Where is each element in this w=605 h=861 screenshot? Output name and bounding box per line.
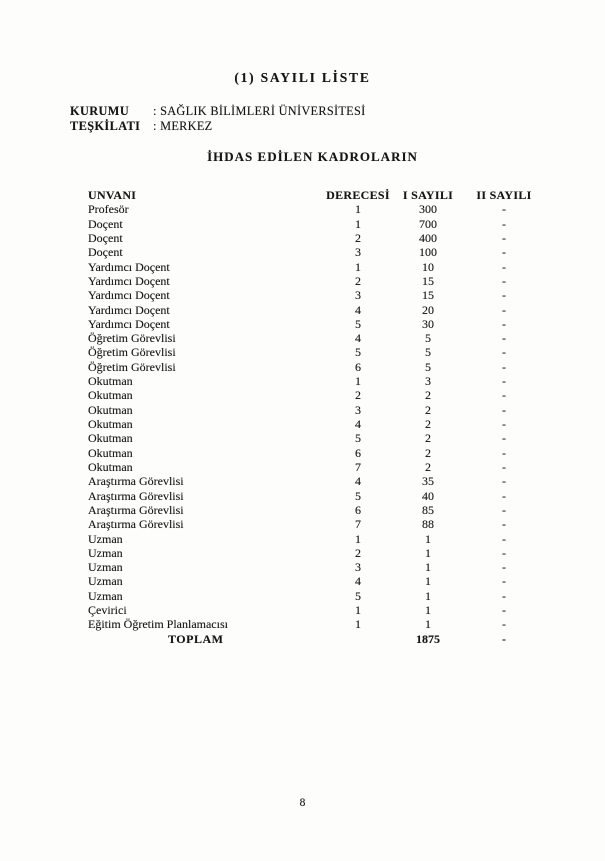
cell-derecesi: 6	[355, 502, 361, 517]
cell-i-sayili: 2	[425, 402, 431, 417]
cell-i-sayili: 400	[419, 230, 437, 245]
cell-ii-sayili: -	[502, 288, 506, 303]
cell-derecesi: 1	[355, 216, 361, 231]
cell-unvani: Okutman	[88, 388, 133, 403]
table-row	[88, 331, 548, 345]
cell-i-sayili: 3	[425, 374, 431, 389]
cell-i-sayili: 1	[425, 588, 431, 603]
cell-i-sayili: 700	[419, 216, 437, 231]
cell-derecesi: 3	[355, 245, 361, 260]
cell-derecesi: 4	[355, 302, 361, 317]
table-body	[88, 202, 548, 631]
total-row	[88, 632, 548, 646]
table-row	[88, 260, 548, 274]
table-row	[88, 446, 548, 460]
header-i-sayili: I SAYILI	[402, 188, 454, 202]
cell-unvani: Okutman	[88, 417, 133, 431]
table-row	[88, 503, 548, 517]
cell-i-sayili: 5	[425, 359, 431, 374]
table-row	[88, 589, 548, 603]
cell-derecesi: 5	[355, 488, 361, 503]
cell-i-sayili: 1	[425, 545, 431, 560]
cell-unvani: Doçent	[88, 230, 123, 245]
cell-i-sayili: 1	[425, 603, 431, 618]
cell-derecesi: 2	[355, 230, 361, 245]
total-derecesi	[320, 632, 396, 646]
table-row	[88, 403, 548, 417]
cell-ii-sayili: -	[502, 402, 506, 417]
table-row	[88, 202, 548, 216]
cell-derecesi: 1	[355, 202, 361, 217]
cell-unvani: Uzman	[88, 560, 123, 575]
cell-i-sayili: 1	[425, 574, 431, 589]
table-row	[88, 603, 548, 617]
table-row	[88, 317, 548, 331]
teskilati-value: : MERKEZ	[153, 118, 213, 133]
cell-i-sayili: 2	[425, 417, 431, 431]
table-row	[88, 245, 548, 259]
table-row	[88, 546, 548, 560]
page-number: 8	[299, 797, 306, 809]
table-row	[88, 617, 548, 631]
total-ii-sayili: -	[502, 631, 506, 646]
cell-i-sayili: 5	[425, 345, 431, 360]
cell-ii-sayili: -	[502, 445, 506, 460]
cell-derecesi: 2	[355, 273, 361, 288]
cell-unvani: Araştırma Görevlisi	[88, 502, 184, 517]
cell-ii-sayili: -	[502, 588, 506, 603]
cell-unvani: Öğretim Görevlisi	[88, 345, 176, 360]
cell-unvani: Uzman	[88, 588, 123, 603]
total-i-sayili: 1875	[416, 631, 440, 646]
cell-ii-sayili: -	[502, 302, 506, 317]
cell-i-sayili: 30	[422, 316, 434, 331]
cell-unvani: Profesör	[88, 202, 129, 217]
table-row	[88, 489, 548, 503]
table-row	[88, 460, 548, 474]
cell-ii-sayili: -	[502, 431, 506, 446]
cell-unvani: Uzman	[88, 574, 123, 589]
cell-unvani: Okutman	[88, 431, 133, 446]
cell-i-sayili: 40	[422, 488, 434, 503]
cell-i-sayili: 88	[422, 517, 434, 532]
cell-derecesi: 3	[355, 560, 361, 575]
table-row	[88, 474, 548, 488]
cell-ii-sayili: -	[502, 388, 506, 403]
cell-derecesi: 3	[355, 402, 361, 417]
cell-derecesi: 3	[355, 288, 361, 303]
cell-ii-sayili: -	[502, 245, 506, 260]
section-title: İHDAS EDİLEN KADROLARIN	[207, 149, 418, 164]
table-header-row	[88, 188, 548, 202]
cell-unvani: Okutman	[88, 402, 133, 417]
cell-unvani: Öğretim Görevlisi	[88, 359, 176, 374]
cell-i-sayili: 85	[422, 502, 434, 517]
cell-i-sayili: 300	[419, 202, 437, 217]
table-row	[88, 345, 548, 359]
cell-derecesi: 1	[355, 531, 361, 546]
cell-unvani: Çevirici	[88, 603, 127, 618]
cell-unvani: Okutman	[88, 459, 133, 474]
table-row	[88, 517, 548, 531]
cell-unvani: Eğitim Öğretim Planlamacısı	[88, 617, 228, 632]
cell-i-sayili: 1	[425, 617, 431, 632]
kurumu-label: KURUMU	[70, 104, 130, 118]
cell-derecesi: 4	[355, 574, 361, 589]
cell-unvani: Öğretim Görevlisi	[88, 331, 176, 346]
cell-ii-sayili: -	[502, 345, 506, 360]
cell-derecesi: 2	[355, 388, 361, 403]
cell-derecesi: 5	[355, 431, 361, 446]
cell-derecesi: 1	[355, 617, 361, 632]
cell-unvani: Yardımcı Doçent	[88, 273, 170, 288]
cell-derecesi: 5	[355, 588, 361, 603]
cell-ii-sayili: -	[502, 545, 506, 560]
cell-derecesi: 1	[355, 259, 361, 274]
institution-info	[70, 104, 366, 133]
cell-derecesi: 1	[355, 603, 361, 618]
info-row-teskilati	[70, 119, 366, 134]
cell-i-sayili: 1	[425, 560, 431, 575]
cell-ii-sayili: -	[502, 459, 506, 474]
table-row	[88, 532, 548, 546]
cell-unvani: Araştırma Görevlisi	[88, 474, 184, 489]
cell-derecesi: 5	[355, 316, 361, 331]
table-row	[88, 388, 548, 402]
cell-ii-sayili: -	[502, 502, 506, 517]
kurumu-value: : SAĞLIK BİLİMLERİ ÜNİVERSİTESİ	[153, 104, 366, 118]
cell-ii-sayili: -	[502, 417, 506, 431]
cell-unvani: Yardımcı Doçent	[88, 288, 170, 303]
table-row	[88, 417, 548, 431]
document-title: (1) SAYILI LİSTE	[234, 70, 371, 85]
cell-ii-sayili: -	[502, 259, 506, 274]
cell-unvani: Yardımcı Doçent	[88, 259, 170, 274]
cell-ii-sayili: -	[502, 316, 506, 331]
table-row	[88, 303, 548, 317]
cell-i-sayili: 2	[425, 445, 431, 460]
cell-ii-sayili: -	[502, 374, 506, 389]
info-row-kurumu	[70, 104, 366, 119]
cell-unvani: Yardımcı Doçent	[88, 302, 170, 317]
cadre-table	[88, 188, 548, 646]
cell-i-sayili: 2	[425, 459, 431, 474]
cell-unvani: Okutman	[88, 374, 133, 389]
cell-unvani: Doçent	[88, 216, 123, 231]
cell-derecesi: 6	[355, 445, 361, 460]
cell-ii-sayili: -	[502, 202, 506, 217]
cell-derecesi: 5	[355, 345, 361, 360]
cell-i-sayili: 5	[425, 331, 431, 346]
cell-ii-sayili: -	[502, 603, 506, 618]
table-row	[88, 231, 548, 245]
cell-ii-sayili: -	[502, 574, 506, 589]
cell-unvani: Araştırma Görevlisi	[88, 488, 184, 503]
cell-derecesi: 4	[355, 331, 361, 346]
cell-i-sayili: 2	[425, 388, 431, 403]
cell-i-sayili: 100	[419, 245, 437, 260]
cell-ii-sayili: -	[502, 488, 506, 503]
cell-i-sayili: 2	[425, 431, 431, 446]
cell-ii-sayili: -	[502, 273, 506, 288]
cell-i-sayili: 15	[422, 273, 434, 288]
cell-ii-sayili: -	[502, 517, 506, 532]
cell-i-sayili: 10	[422, 259, 434, 274]
table-row	[88, 360, 548, 374]
table-row	[88, 288, 548, 302]
cell-unvani: Yardımcı Doçent	[88, 316, 170, 331]
cell-derecesi: 4	[355, 474, 361, 489]
teskilati-label: TEŞKİLATI	[70, 118, 141, 133]
cell-ii-sayili: -	[502, 474, 506, 489]
cell-unvani: Araştırma Görevlisi	[88, 517, 184, 532]
cell-derecesi: 6	[355, 359, 361, 374]
cell-i-sayili: 1	[425, 531, 431, 546]
cell-ii-sayili: -	[502, 359, 506, 374]
cell-ii-sayili: -	[502, 617, 506, 632]
table-row	[88, 560, 548, 574]
cell-derecesi: 7	[355, 517, 361, 532]
cell-ii-sayili: -	[502, 216, 506, 231]
header-derecesi: DERECESİ	[326, 188, 390, 202]
header-ii-sayili: II SAYILI	[476, 188, 532, 202]
cell-unvani: Uzman	[88, 531, 123, 546]
cell-ii-sayili: -	[502, 331, 506, 346]
cell-ii-sayili: -	[502, 531, 506, 546]
table-row	[88, 274, 548, 288]
cell-i-sayili: 15	[422, 288, 434, 303]
table-row	[88, 431, 548, 445]
table-row	[88, 574, 548, 588]
table-row	[88, 374, 548, 388]
cell-derecesi: 2	[355, 545, 361, 560]
header-unvani: UNVANI	[88, 188, 137, 202]
cell-ii-sayili: -	[502, 560, 506, 575]
cell-unvani: Doçent	[88, 245, 123, 260]
cell-unvani: Uzman	[88, 545, 123, 560]
cell-i-sayili: 35	[422, 474, 434, 489]
total-label: TOPLAM	[168, 631, 224, 646]
table-row	[88, 217, 548, 231]
cell-i-sayili: 20	[422, 302, 434, 317]
cell-derecesi: 7	[355, 459, 361, 474]
cell-unvani: Okutman	[88, 445, 133, 460]
cell-derecesi: 4	[355, 417, 361, 431]
cell-ii-sayili: -	[502, 230, 506, 245]
cell-derecesi: 1	[355, 374, 361, 389]
